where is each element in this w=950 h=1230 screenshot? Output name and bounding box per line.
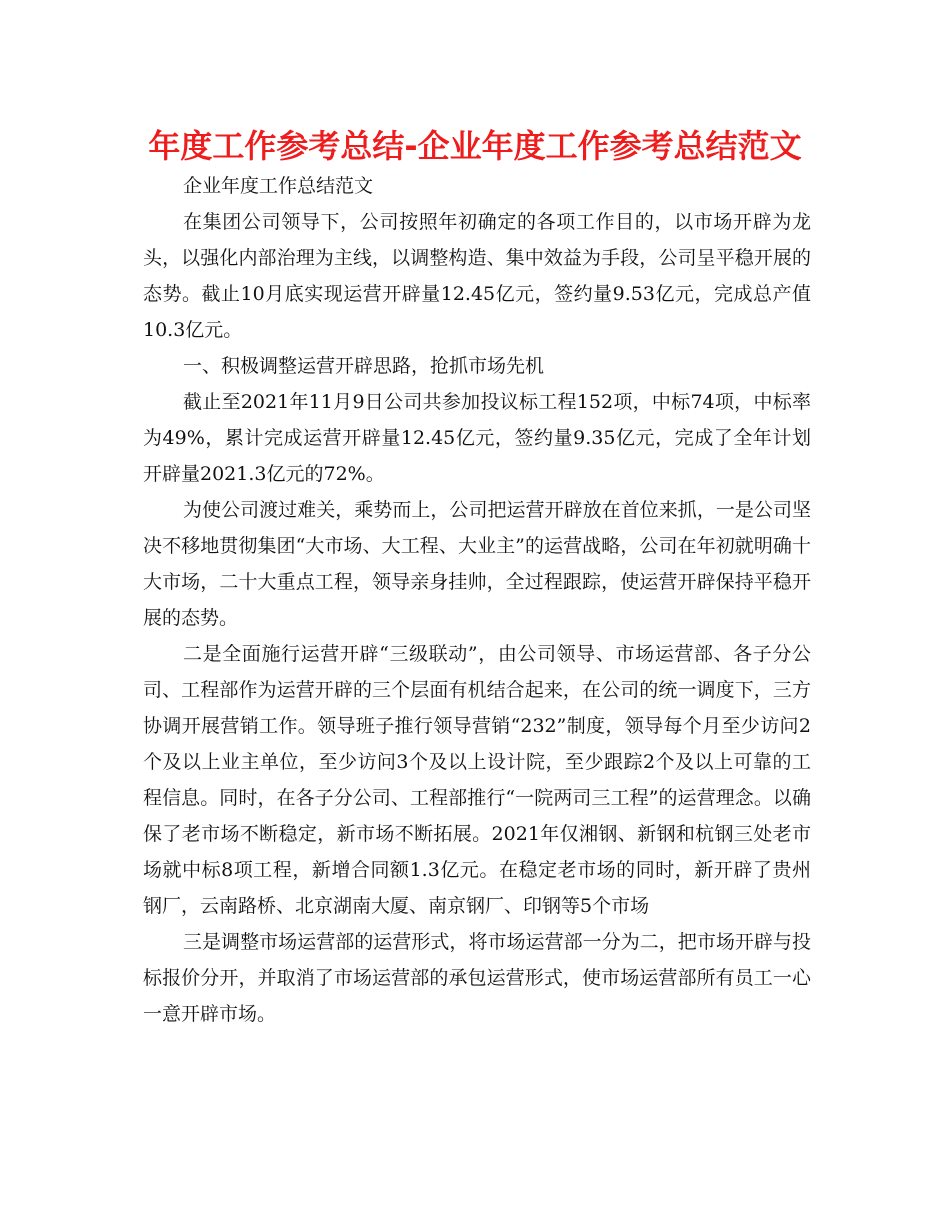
paragraph-subtitle: 企业年度工作总结范文: [183, 175, 374, 197]
paragraph-strategy-one: 为使公司渡过难关，乘势而上，公司把运营开辟放在首位来抓，一是公司坚决不移地贯彻集团“大市场、大工程、大业主”的运营战略，公司在年初就明确十大市场，二十大重点工程，领导亲身挂帅，全过程跟踪，使运营开辟保持平稳开展的态势。: [143, 499, 811, 629]
paragraph-bidding-stats: 截止至2021年11月9日公司共参加投议标工程152项，中标74项，中标率为49%，累计完成运营开辟量12.45亿元，签约量9.35亿元，完成了全年计划开辟量2021.3亿元的72%。: [143, 391, 811, 485]
paragraph-strategy-two: 二是全面施行运营开辟“三级联动”，由公司领导、市场运营部、各子分公司、工程部作为运营开辟的三个层面有机结合起来，在公司的统一调度下，三方协调开展营销工作。领导班子推行领导营销“232”制度，领导每个月至少访问2个及以上业主单位，至少访问3个及以上设计院，至少跟踪2个及以上可靠的工程信息。同时，在各子分公司、工程部推行“一院两司三工程”的运营理念。以确保了老市场不断稳定，新市场不断拓展。2021年仅湘钢、新钢和杭钢三处老市场就中标8项工程，新增合同额1.3亿元。在稳定老市场的同时，新开辟了贵州钢厂，云南路桥、北京湖南大厦、南京钢厂、印钢等5个市场: [143, 643, 811, 917]
paragraph-intro: 在集团公司领导下，公司按照年初确定的各项工作目的，以市场开辟为龙头，以强化内部治理为主线，以调整构造、集中效益为手段，公司呈平稳开展的态势。截止10月底实现运营开辟量12.45亿元，签约量9.53亿元，完成总产值10.3亿元。: [143, 211, 811, 341]
document-body: [143, 168, 811, 1032]
document-title: 年度工作参考总结-企业年度工作参考总结范文: [148, 127, 802, 165]
paragraph-section-heading: 一、积极调整运营开辟思路，抢抓市场先机: [183, 355, 545, 377]
paragraph-strategy-three: 三是调整市场运营部的运营形式，将市场运营部一分为二，把市场开辟与投标报价分开，并取消了市场运营部的承包运营形式，使市场运营部所有员工一心一意开辟市场。: [143, 931, 811, 1025]
